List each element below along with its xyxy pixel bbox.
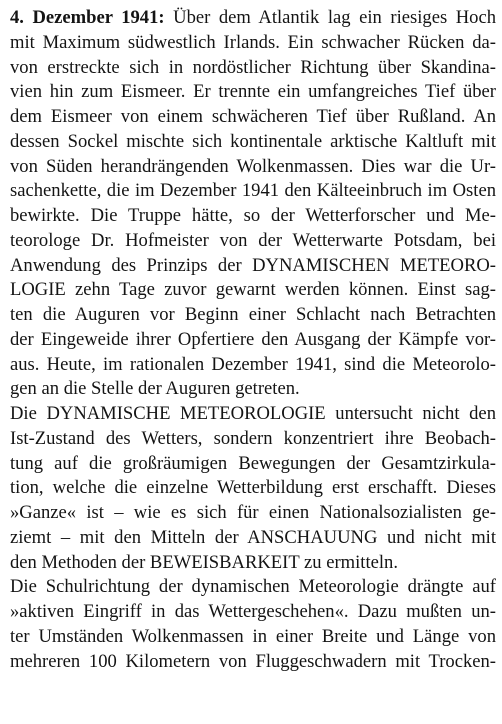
text-line: den Methoden der BEWEISBARKEIT zu ermitteln. [10,551,398,573]
text-line: dem Eismeer von einem schwächeren Tief über Rußland. An [10,106,496,127]
line-text: Über dem Atlantik lag ein riesiges Hoch [164,7,497,28]
text-line: dessen Sockel mischte sich kontinentale arktische Kaltluft mit [10,130,496,152]
text-line: tung auf die großräumigen Bewegungen der Gesamtzirkula- [10,452,496,474]
text-line: mit Maximum südwestlich Irlands. Ein schwacher Rücken da- [10,31,496,53]
text-line: der Eingeweide ihrer Opfertiere den Ausgang der Kämpfe vor- [10,328,496,350]
date-heading: 4. Dezember 1941: [10,7,165,28]
text-line: LOGIE zehn Tage zuvor gewarnt werden können. Einst sag- [10,279,496,301]
text-line: von erstreckte sich in nordöstlicher Richtung über Skandina- [10,56,496,78]
text-line: Anwendung des Prinzips der DYNAMISCHEN METEORO- [10,254,496,276]
paragraph-dynamic-meteorology [10,402,496,575]
text-line: Die Schulrichtung der dynamischen Meteorologie drängte auf [10,576,496,598]
text-line: »aktiven Eingriff in das Wettergeschehen«. Dazu mußten un- [10,601,496,622]
paragraph-school-of-thought [10,575,496,674]
document-page [10,6,496,674]
text-line: gen an die Stelle der Auguren getreten. [10,378,300,400]
text-line [10,6,496,31]
text-line: aus. Heute, im rationalen Dezember 1941, sind die Meteorolo- [10,353,496,375]
text-line: von Süden herandrängenden Wolkenmassen. Dies war die Ur- [10,155,496,177]
paragraph-weather-report [10,6,496,402]
text-line: »Ganze« ist – wie es sich für einen Nationalsozialisten ge- [10,502,496,523]
text-line: mehreren 100 Kilometern von Fluggeschwadern mit Trocken- [10,650,496,672]
text-line: sachenkette, die im Dezember 1941 den Kälteeinbruch im Osten [10,180,496,202]
text-line: vien hin zum Eismeer. Er trennte ein umfangreiches Tief über [10,81,496,103]
text-line: bewirkte. Die Truppe hätte, so der Wetterforscher und Me- [10,205,496,226]
text-line: ziemt – mit den Mitteln der ANSCHAUUNG und nicht mit [10,526,496,548]
text-line: tion, welche die einzelne Wetterbildung erst erschafft. Dieses [10,477,496,499]
text-line: ter Umständen Wolkenmassen in einer Breite und Länge von [10,625,496,647]
text-line: teorologe Dr. Hofmeister von der Wetterwarte Potsdam, bei [10,229,496,251]
text-line: Ist-Zustand des Wetters, sondern konzentriert ihre Beobach- [10,427,496,449]
text-line: ten die Auguren vor Beginn einer Schlacht nach Betrachten [10,304,496,325]
text-line: Die DYNAMISCHE METEOROLOGIE untersucht nicht den [10,403,496,424]
